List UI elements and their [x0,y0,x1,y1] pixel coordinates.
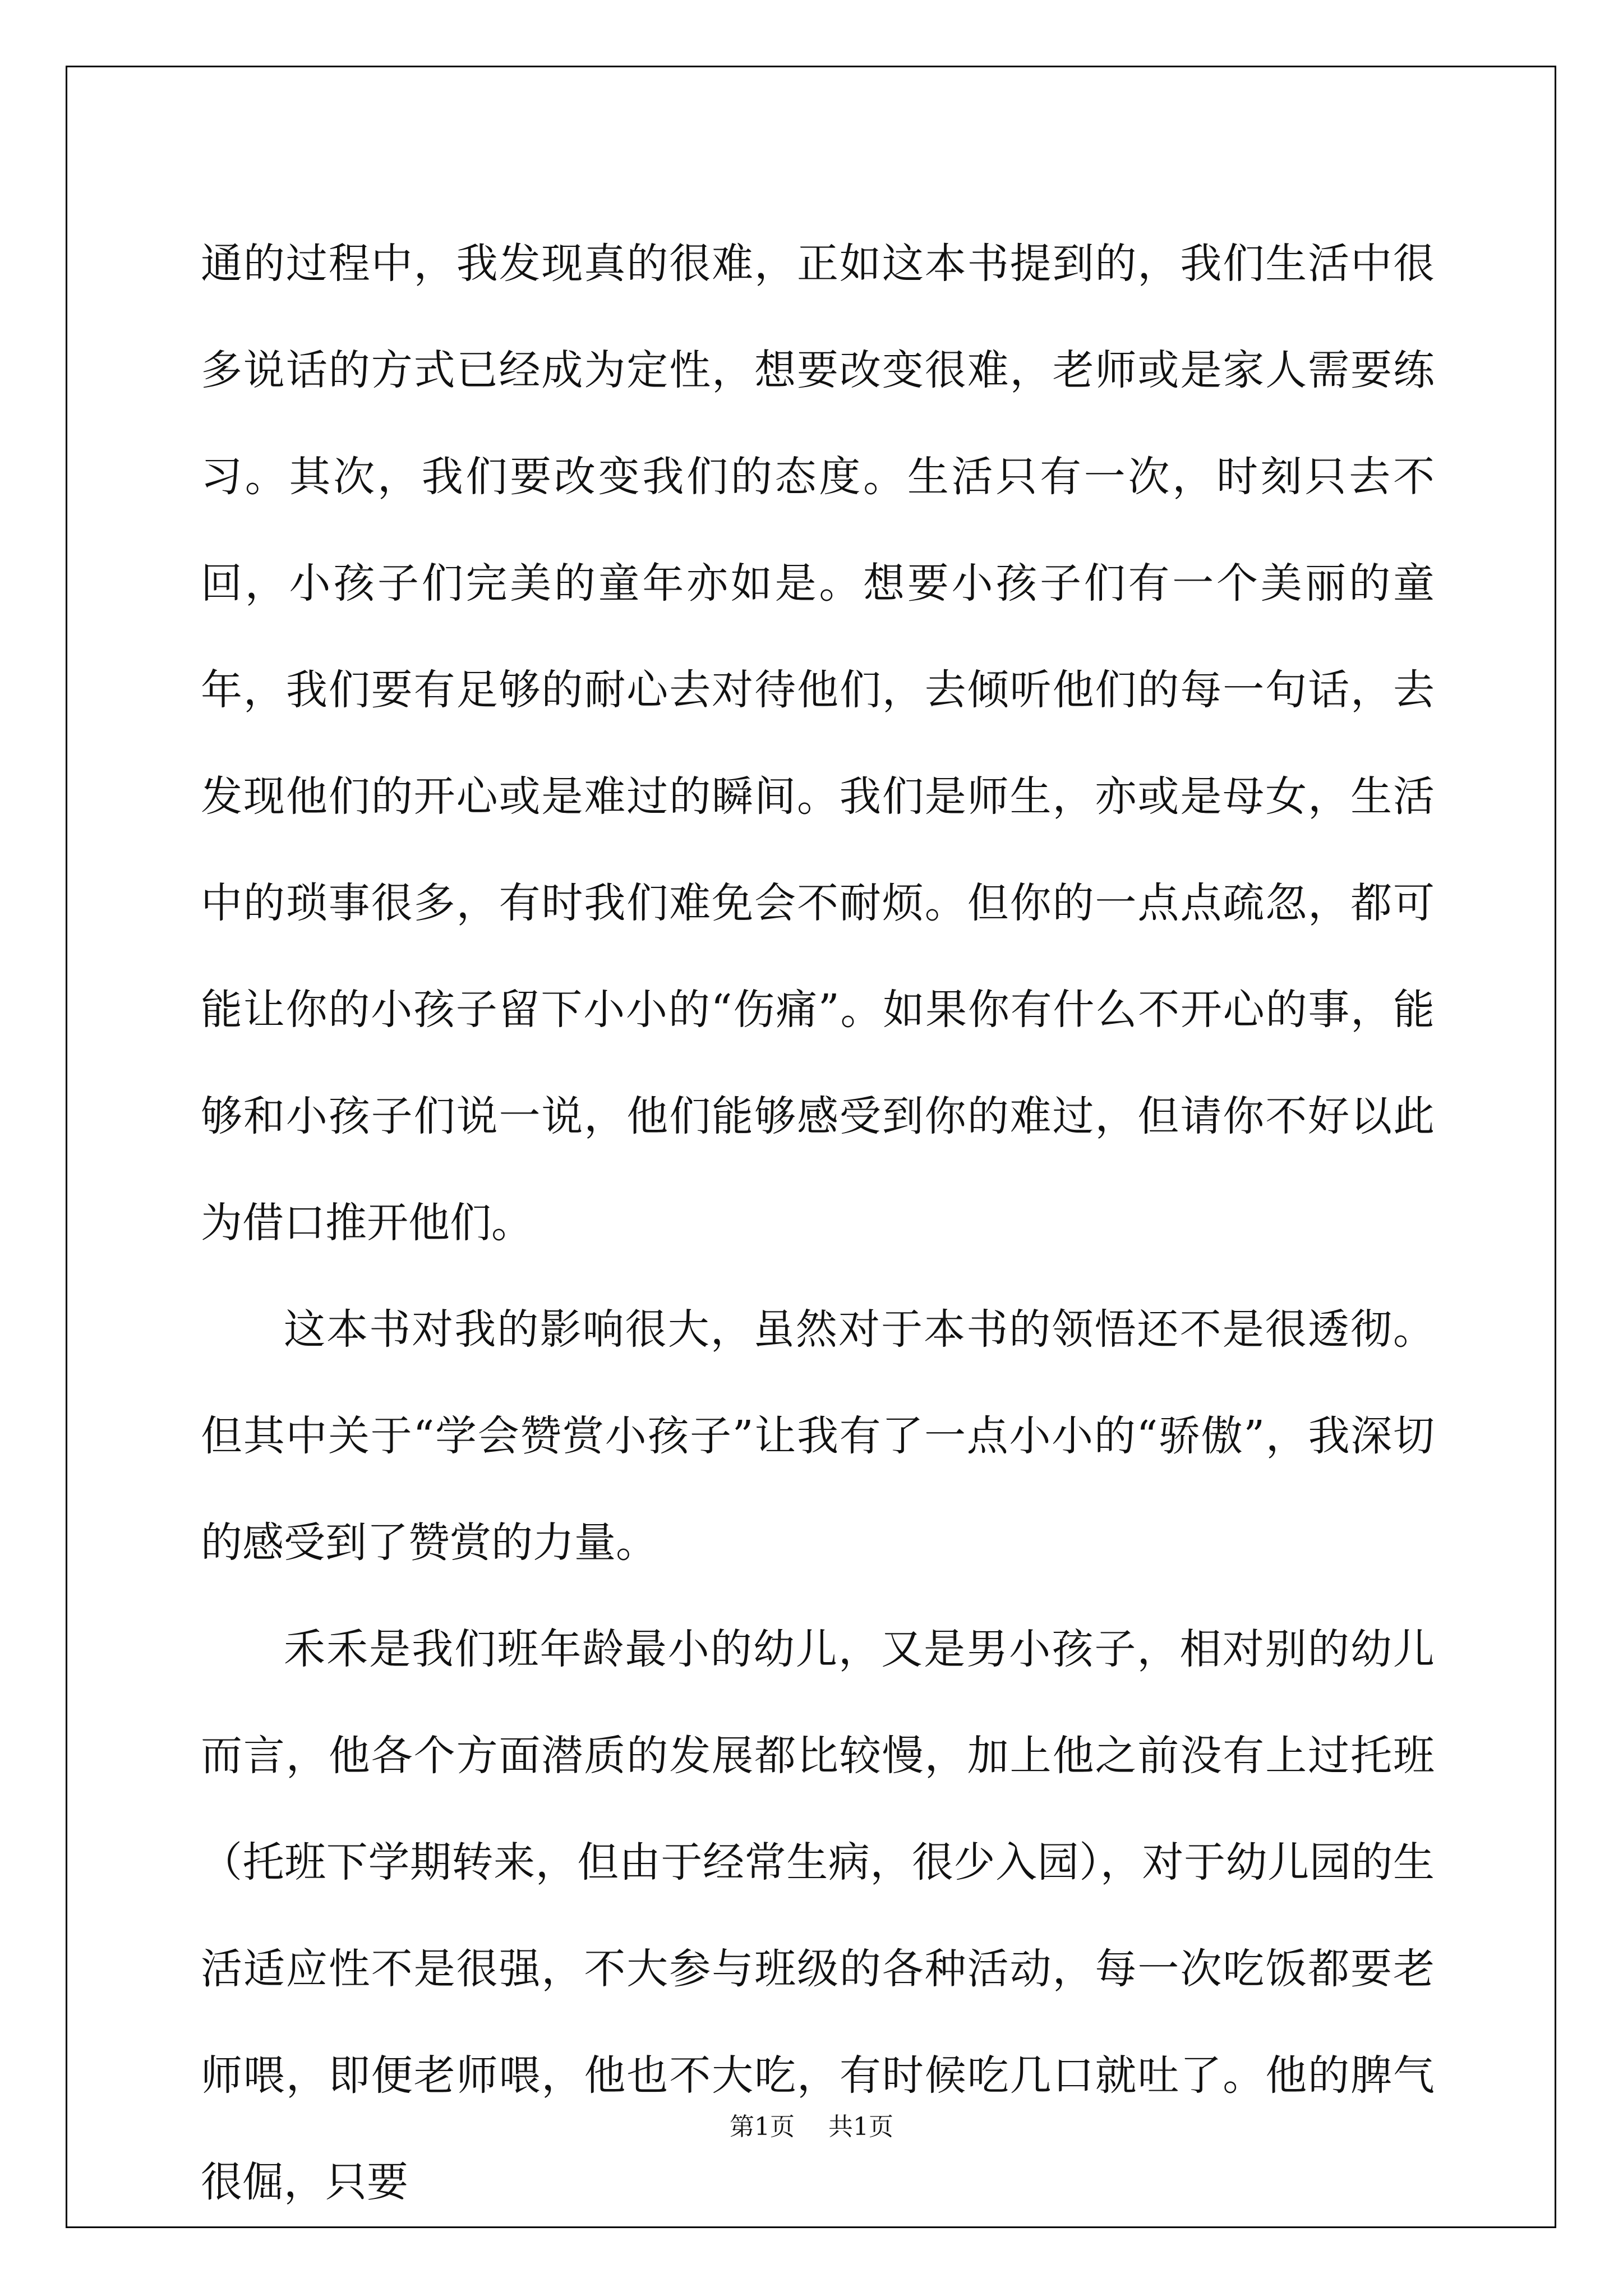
page-total: 共1页 [828,2113,893,2141]
document-body [201,210,1435,2235]
paragraph-3: 禾禾是我们班年龄最小的幼儿，又是男小孩子，相对别的幼儿而言，他各个方面潜质的发展都比较慢，加上他之前没有上过托班（托班下学期转来，但由于经常生病，很少入园），对于幼儿园的生活适应性不是很强，不大参与班级的各种活动，每一次吃饭都要老师喂，即便老师喂，他也不大吃，有时候吃几口就吐了。他的脾气很倔，只要 [201,1625,1435,2206]
page-footer [0,2106,1623,2142]
paragraph-1: 通的过程中，我发现真的很难，正如这本书提到的，我们生活中很多说话的方式已经成为定性，想要改变很难，老师或是家人需要练习。其次，我们要改变我们的态度。生活只有一次，时刻只去不回，小孩子们完美的童年亦如是。想要小孩子们有一个美丽的童年，我们要有足够的耐心去对待他们，去倾听他们的每一句话，去发现他们的开心或是难过的瞬间。我们是师生，亦或是母女，生活中的琐事很多，有时我们难免会不耐烦。但你的一点点疏忽，都可能让你的小孩子留下小小的“伤痛”。如果你有什么不开心的事，能够和小孩子们说一说，他们能够感受到你的难过，但请你不好以此为借口推开他们。 [201,240,1435,1247]
paragraph-2: 这本书对我的影响很大，虽然对于本书的领悟还不是很透彻。但其中关于“学会赞赏小孩子”让我有了一点小小的“骄傲”，我深切的感受到了赞赏的力量。 [201,1305,1435,1567]
page-number: 第1页 [730,2113,795,2141]
